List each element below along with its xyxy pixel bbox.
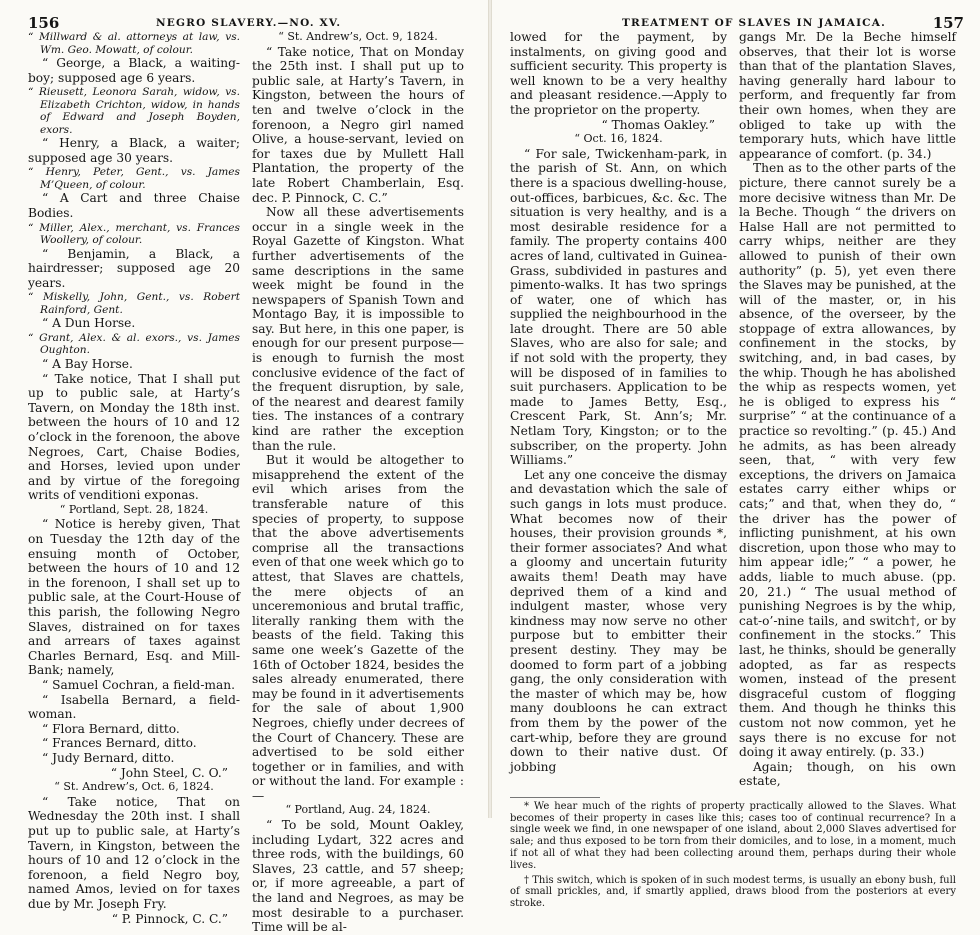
- running-head: TREATMENT OF SLAVES IN JAMAICA.: [622, 17, 886, 29]
- paragraph: “ Portland, Sept. 28, 1824.: [59, 502, 209, 516]
- footnote-rule: [510, 797, 600, 798]
- column-2: [252, 30, 464, 935]
- page-number: 157: [932, 14, 964, 32]
- paragraph: lowed for the payment, by instalments, on giving good and sufficient security. This property is well known to be a very healthy and pleasant residence.—Apply to the proprietor on the property.: [510, 30, 727, 117]
- paragraph: “ George, a Black, a waiting-boy; supposed age 6 years.: [28, 56, 240, 85]
- right-page: [490, 0, 980, 910]
- paragraph: “ P. Pinnock, C. C.”: [111, 911, 228, 926]
- paragraph: Let any one conceive the dismay and devastation which the sale of such gangs in lots must produce. What becomes now of their houses, their provision grounds *, their former associates? And what a gloomy and uncertain futurity awaits them! Death may have deprived them of a kind and indulgent master, whose very kindness may now serve no other purpose but to embitter their present destiny. They may be doomed to form part of a jobbing gang, the only consideration with the master of which may be, how many doubloons he can extract from them by the power of the cart-whip, before they are ground down to their native dust. Of jobbing: [510, 467, 727, 774]
- paragraph: “ Rieusett, Leonora Sarah, widow, vs. Elizabeth Crichton, widow, in hands of Edward and Joseph Boyden, exors.: [28, 86, 240, 136]
- paragraph: “ St. Andrew’s, Oct. 6, 1824.: [54, 780, 214, 794]
- paragraph: But it would be altogether to misapprehend the extent of the evil which arises from the transferable nature of this species of property, to suppose that the above advertisements comprise all the transactions even of that one week which go to attest, that Slaves are chattels, the mere objects of an unceremonious and brutal traffic, literally ranking them with the beasts of the field. Taking this same one week’s Gazette of the 16th of October 1824, besides the sales already enumerated, there may be found in it advertisements for the sale of about 1,900 Negroes, chiefly under decrees of the Court of Chancery. These are advertised to be sold either together or in families, and with or without the land. For example :—: [252, 453, 464, 803]
- footnote: * We hear much of the rights of property practically allowed to the Slaves. What becomes of their property in cases like this; cases too of continual recurrence? In a single week we find, in one newspaper of one island, about 2,000 Slaves advertised for sale; and thus exposed to be torn from their domiciles, and to lose, in a moment, much if not all of what they had been collecting around them, perhaps during their whole lives.: [510, 800, 956, 871]
- right-page-header: [510, 0, 966, 30]
- paragraph: “ Millward & al. attorneys at law, vs. Wm. Geo. Mowatt, of colour.: [28, 31, 240, 56]
- paragraph: “ Henry, a Black, a waiter; supposed age 30 years.: [28, 136, 240, 165]
- paragraph: Now all these advertisements occur in a single week in the Royal Gazette of Kingston. What further advertisements of the same descriptions in the same week might be found in the newspapers of Spanish Town and Montago Bay, it is impossible to say. But here, in this one paper, is enough for our present purpose—is enough to furnish the most conclusive evidence of the fact of the frequent disruption, by sale, of the nearest and dearest family ties. The instances of a contrary kind are rather the exception than the rule.: [252, 205, 464, 453]
- paragraph: gangs Mr. De la Beche himself observes, that their lot is worse than that of the plantation Slaves, having generally hard labour to perform, and frequently far from their own homes, when they are obliged to take up with the temporary huts, which have little appearance of comfort. (p. 34.): [739, 30, 956, 161]
- running-head: NEGRO SLAVERY.—NO. XV.: [156, 17, 342, 29]
- paragraph: “ Miller, Alex., merchant, vs. Frances Woollery, of colour.: [28, 221, 240, 247]
- paragraph: Then as to the other parts of the picture, there cannot surely be a more decisive witness than Mr. De la Beche. Though “ the drivers on Halse Hall are not permitted to carry whips, neither are they allowed to punish of their own authority” (p. 5), yet even there the Slaves may be punished, at the will of the master, or, in his absence, of the overseer, by the stoppage of extra allowances, by confinement in the stocks, by switching, and, in bad cases, by the whip. Though he has abolished the whip as respects women, yet he is obliged to express his “ surprise” “ at the continuance of a practice so revolting.” (p. 45.) And he admits, as has been already seen, that, “ with very few exceptions, the drivers on Jamaica estates carry either whips or cats;” and that, when they do, “ the driver has the power of inflicting punishment, at his own discretion, upon those who may to him appear idle;” “ a power, he adds, liable to much abuse. (pp. 20, 21.) “ The usual method of punishing Negroes is by the whip, cat-o’-nine tails, and switch†, or by confinement in the stocks.” This last, he thinks, should be generally adopted, as far as respects women, instead of the present disgraceful custom of flogging them. And though he thinks this custom not now common, yet he says there is no excuse for not doing it away entirely. (p. 33.): [739, 161, 956, 760]
- paragraph: “ Miskelly, John, Gent., vs. Robert Rainford, Gent.: [28, 291, 240, 316]
- paragraph: “ Oct. 16, 1824.: [574, 132, 663, 146]
- paragraph: “ Take notice, That on Wednesday the 20th inst. I shall put up to public sale, at Harty’s Tavern, in Kingston, between the hours of 10 and 12 o’clock in the forenoon, a field Negro boy, named Amos, levied on for taxes due by Mr. Joseph Fry.: [28, 794, 240, 911]
- paragraph: “ Grant, Alex. & al. exors., vs. James Oughton.: [28, 331, 240, 357]
- paragraph: “ For sale, Twickenham-park, in the parish of St. Ann, on which there is a spacious dwelling-house, out-offices, barbicues, &c. &c. The situation is very healthy, and is a most desirable residence for a family. The property contains 400 acres of land, cultivated in Guinea-Grass, subdivided in pastures and pimento-walks. It has two springs of water, one of which has supplied the neighbourhood in the late drought. There are 50 able Slaves, who are also for sale; and if not sold with the property, they will be disposed of in families to suit purchasers. Application to be made to James Betty, Esq., Crescent Park, St. Ann’s; Mr. Netlam Tory, Kingston; or to the subscriber, on the property. John Williams.”: [510, 146, 727, 468]
- paragraph: “ Henry, Peter, Gent., vs. James M’Queen, of colour.: [28, 166, 240, 191]
- paragraph: “ Judy Bernard, ditto.: [42, 750, 175, 765]
- paragraph: “ Isabella Bernard, a field-woman.: [28, 692, 240, 722]
- paragraph: “ Samuel Cochran, a field-man.: [42, 678, 235, 692]
- paragraph: “ Benjamin, a Black, a hairdresser; supposed age 20 years.: [28, 246, 240, 290]
- paragraph: “ A Cart and three Chaise Bodies.: [28, 191, 240, 220]
- paragraph: “ Frances Bernard, ditto.: [42, 736, 197, 751]
- column-1: [28, 30, 240, 935]
- paragraph: “ John Steel, C. O.”: [110, 765, 228, 780]
- paragraph: “ A Bay Horse.: [42, 356, 133, 371]
- paragraph: “ To be sold, Mount Oakley, including Lydart, 322 acres and three rods, with the buildings, 60 Slaves, 23 cattle, and 57 sheep; or, if more agreeable, a part of the land and Negroes, as may be most desirable to a purchaser. Time will be al-: [252, 818, 464, 935]
- paragraph: “ A Dun Horse.: [42, 316, 136, 331]
- footnote: † This switch, which is spoken of in such modest terms, is usually an ebony bush, full of small prickles, and, if smartly applied, draws blood from the posteriors at every stroke.: [510, 874, 956, 910]
- paragraph: “ Portland, Aug. 24, 1824.: [285, 803, 431, 817]
- paragraph: “ Notice is hereby given, That on Tuesday the 12th day of the ensuing month of October, between the hours of 10 and 12 in the forenoon, I shall set up to public sale, at the Court-House of this parish, the following Negro Slaves, distrained on for taxes and arrears of taxes against Charles Bernard, Esq. and Mill-Bank; namely,: [28, 517, 240, 678]
- left-page-header: [28, 0, 476, 30]
- column-1: [510, 30, 727, 789]
- paragraph: “ Thomas Oakley.”: [601, 117, 715, 132]
- paragraph: “ St. Andrew’s, Oct. 9, 1824.: [278, 30, 438, 43]
- page-number: 156: [28, 14, 60, 32]
- paragraph: “ Flora Bernard, ditto.: [42, 721, 180, 736]
- paragraph: “ Take notice, That I shall put up to public sale, at Harty’s Tavern, on Monday the 18th inst. between the hours of 10 and 12 o’clock in the forenoon, the above Negroes, Cart, Chaise Bodies, and Horses, levied upon under and by virtue of the foregoing writs of venditioni exponas.: [28, 371, 240, 503]
- column-2: [739, 30, 956, 789]
- paragraph: Again; though, on his own estate,: [739, 759, 956, 789]
- paragraph: “ Take notice, That on Monday the 25th inst. I shall put up to public sale, at Harty’s Tavern, in Kingston, between the hours of ten and twelve o’clock in the forenoon, a Negro girl named Olive, a house-servant, levied on for taxes due by Mullett Hall Plantation, the property of the late Robert Chamberlain, Esq. dec. P. Pinnock, C. C.”: [252, 44, 464, 205]
